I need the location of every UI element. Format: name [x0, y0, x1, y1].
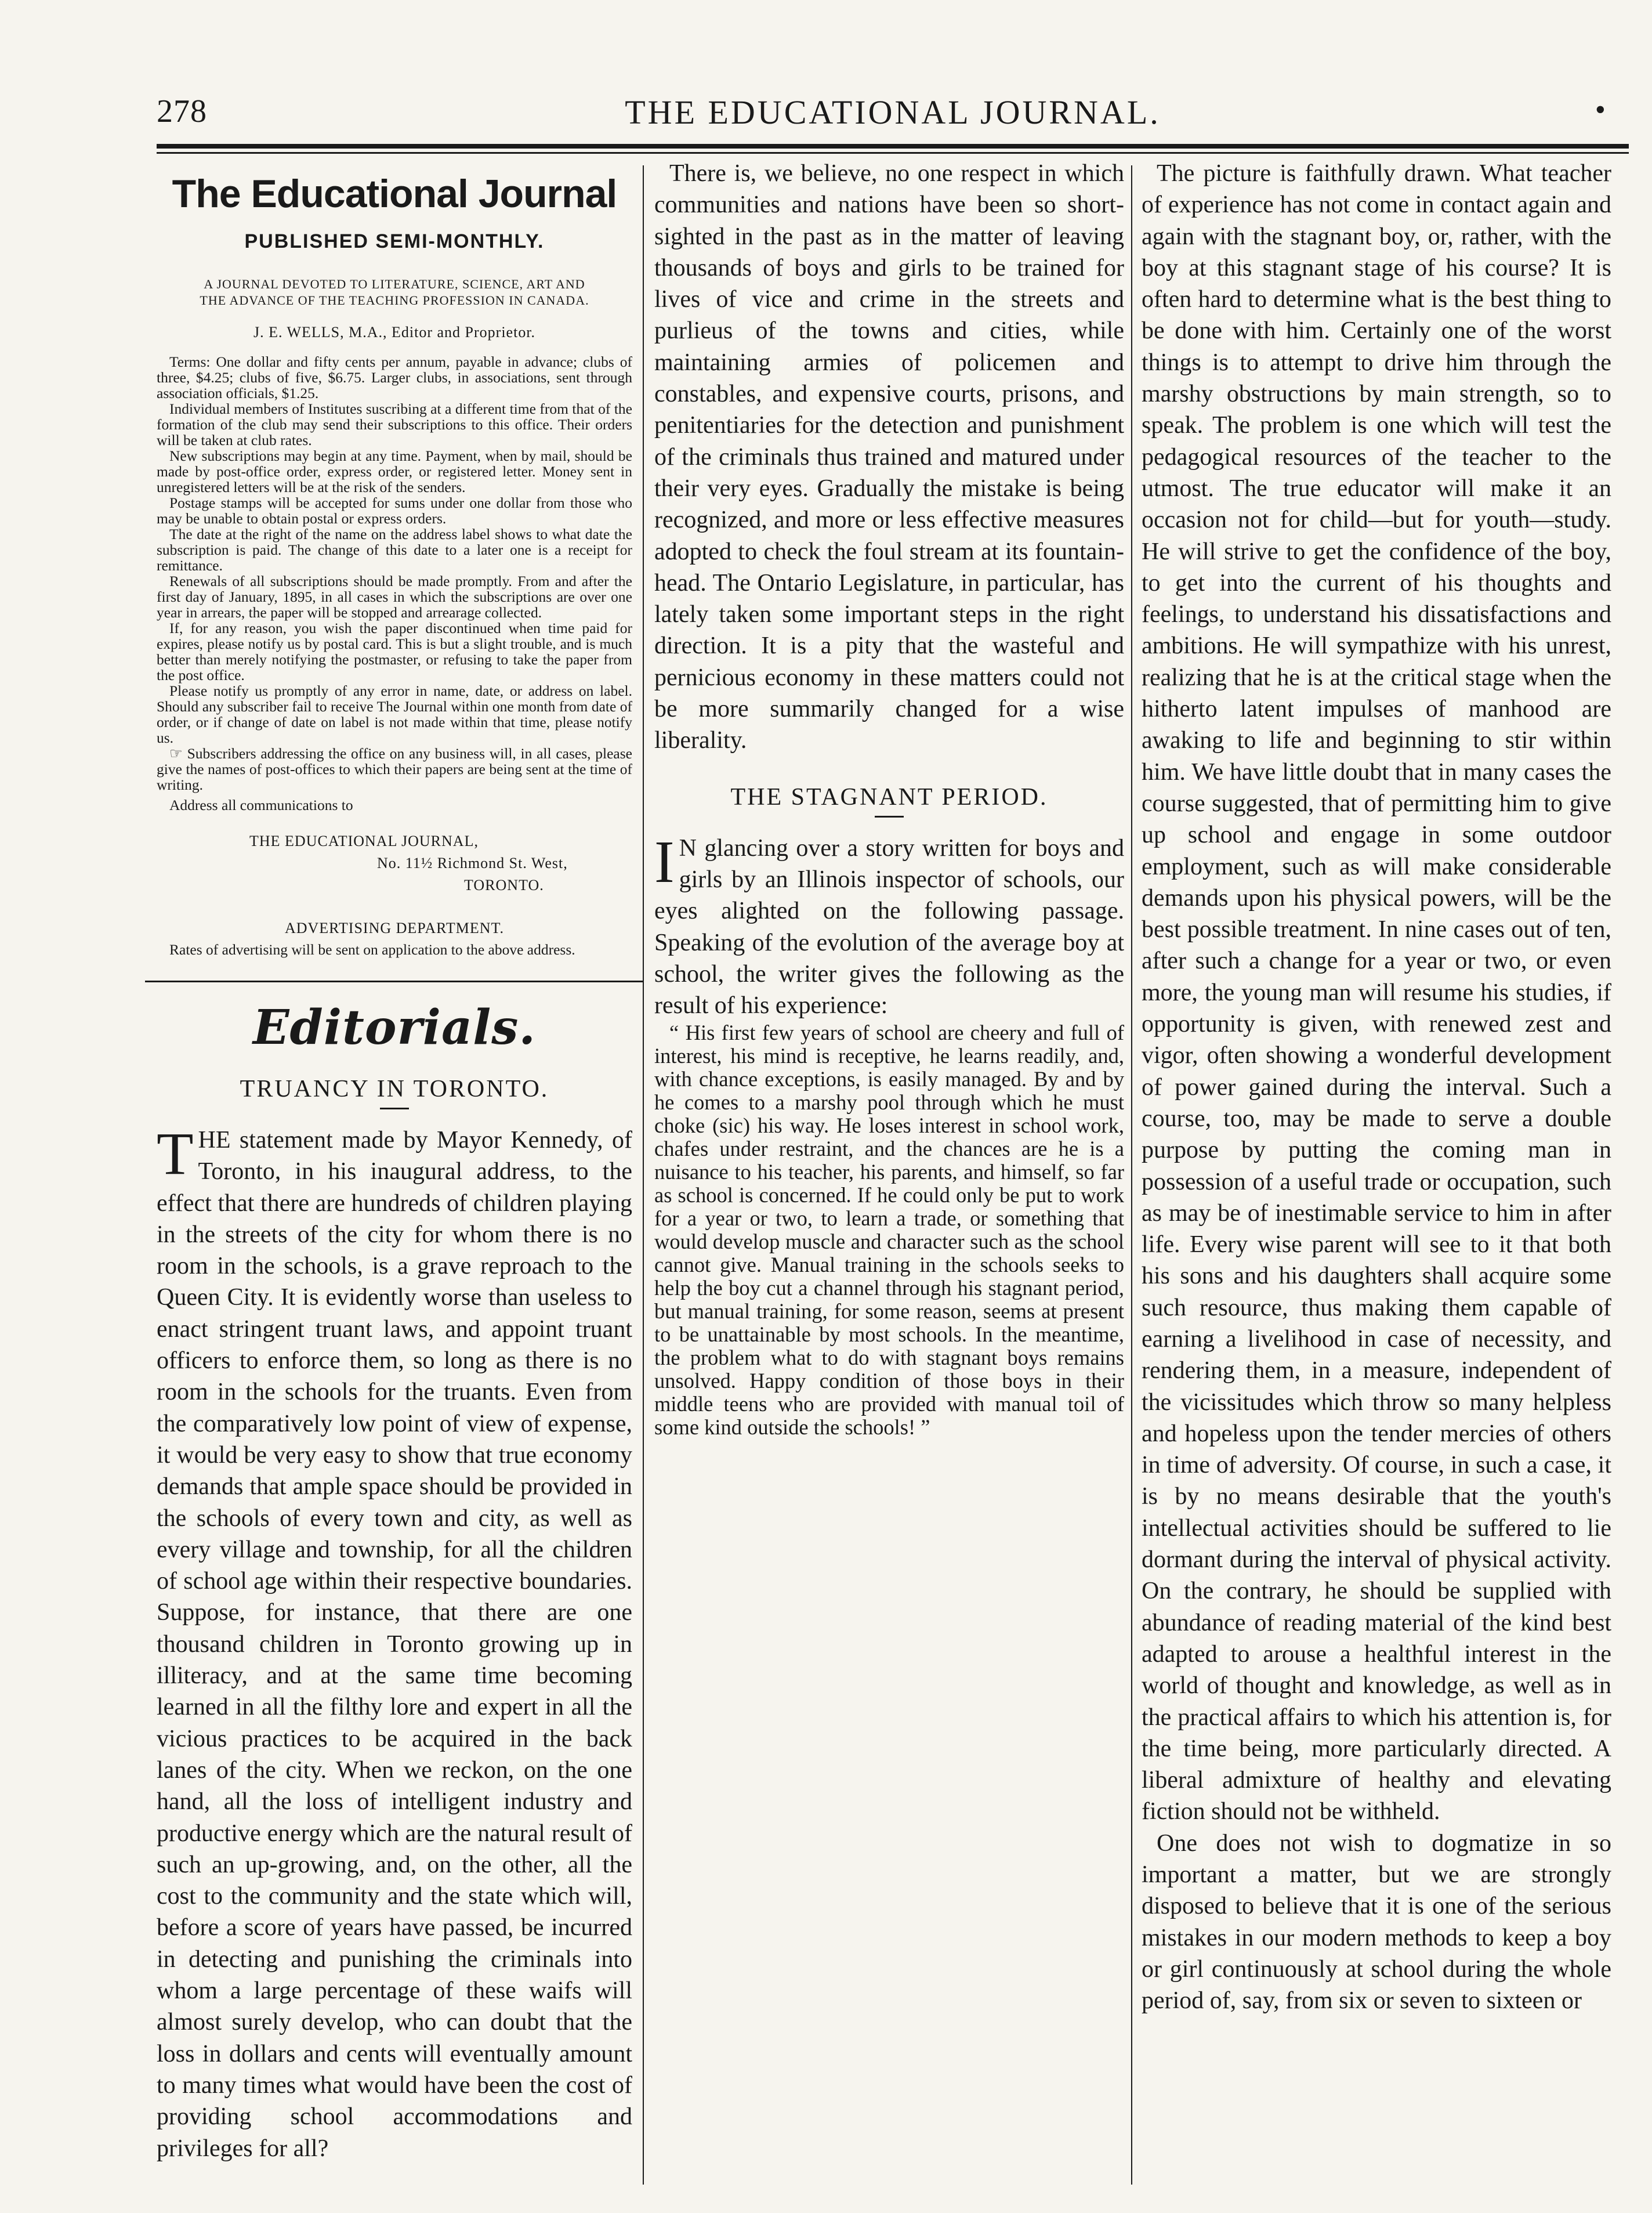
section-rule [145, 981, 644, 982]
column-rule-2 [1131, 165, 1132, 2185]
title-dash [875, 816, 904, 818]
title-dash [380, 1108, 409, 1109]
column-2 [654, 158, 1124, 1439]
masthead-description: A JOURNAL DEVOTED TO LITERATURE, SCIENCE, ART AND THE ADVANCE OF THE TEACHING PROFESSION IN CANADA. [200, 277, 589, 308]
subscription-terms [157, 354, 632, 813]
terms-paragraph: The date at the right of the name on the address label shows to what date the subscription is paid. The change of this date to a later one is a receipt for remittance. [157, 526, 632, 574]
truancy-title: TRUANCY IN TORONTO. [240, 1076, 549, 1102]
address-block [157, 830, 632, 896]
header-rule-thin [157, 152, 1629, 154]
column-1 [157, 165, 632, 2164]
address-line: THE EDUCATIONAL JOURNAL, [249, 833, 479, 849]
masthead-editor: J. E. WELLS, M.A., Editor and Proprietor. [253, 324, 536, 341]
truancy-paragraph-2: There is, we believe, no one respect in which communities and nations have been so short-sighted in the past as in the matter of leaving thousands of boys and girls to be trained for lives of vice and crime in the streets and purlieus of the towns and cities, while maintaining armies of policemen and constables, and expensive courts, prisons, and penitentiaries for the detection and punishment of the criminals thus trained and matured under their very eyes. Gradually the mistake is being recognized, and more or less effective measures adopted to check the foul stream at its fountain-head. The Ontario Legislature, in particular, has lately taken some important steps in the right direction. It is a pity that the wasteful and pernicious economy in these matters could not be more summarily changed for a wise liberality. [654, 160, 1124, 754]
running-title: THE EDUCATIONAL JOURNAL. [625, 93, 1161, 131]
terms-paragraph: Individual members of Institutes suscribing at a different time from that of the formation of the club may send their subscriptions to this office. Their orders will be taken at club rates. [157, 400, 632, 449]
terms-paragraph: Renewals of all subscriptions should be made promptly. From and after the first day of January, 1895, in all cases in which the subscriptions are over one year in arrears, the paper will be stopped and arrearage collected. [157, 573, 632, 621]
page-number: 278 [157, 93, 207, 129]
dropcap: T [157, 1120, 194, 1187]
running-head [157, 93, 1629, 145]
truancy-p1-text: HE statement made by Mayor Kennedy, of Toronto, in his inaugural address, to the effect that there are hundreds of children playing in the streets of the city for whom there is no room in the schools, is a grave reproach to the Queen City. It is evidently worse than useless to enact stringent truant laws, and appoint truant officers to enforce them, so long as there is no room in the schools for the truants. Even from the comparatively low point of view of expense, it would be very easy to show that true economy demands that ample space should be provided in the schools of every town and city, as well as every village and township, for all the children of school age within their respective boundaries. Suppose, for instance, that there are one thousand children in Toronto growing up in illiteracy, and at the same time becoming learned in all the filthy lore and expert in all the vicious practices to be acquired in the back lanes of the city. When we reckon, on the one hand, all the loss of intelligent industry and productive energy which are the natural result of such an up-growing, and, on the other, all the cost to the community and the state which will, before a score of years have passed, be incurred in detecting and punishing the criminals into whom a large percentage of these waifs will almost surely develop, who can doubt that the loss in dollars and cents will eventually amount to many times what would have been the cost of providing school accommodations and privileges for all? [157, 1127, 632, 2162]
terms-paragraph: ☞ Subscribers addressing the office on any business will, in all cases, please give the names of post-offices to which their papers are being sent at the time of writing. [157, 745, 632, 793]
header-rule-thick [157, 144, 1629, 149]
address-line: TORONTO. [464, 877, 544, 894]
stagnant-paragraph-1 [654, 828, 1124, 1022]
masthead-subtitle: PUBLISHED SEMI-MONTHLY. [244, 230, 545, 252]
masthead-title: The Educational Journal [172, 172, 617, 216]
column-3 [1142, 158, 1611, 2017]
editorials-heading: Editorials. [253, 1000, 536, 1055]
terms-paragraph: Please notify us promptly of any error in name, date, or address on label. Should any subscriber fail to receive The Journal within one month from date of order, or if change of date on label is not made within that time, please notify us. [157, 682, 632, 746]
dropcap: I [654, 828, 675, 895]
terms-paragraph: Postage stamps will be accepted for sums under one dollar from those who may be unable to obtain postal or express orders. [157, 494, 632, 527]
terms-paragraph: If, for any reason, you wish the paper discontinued when time paid for expires, please notify us by postal card. This is but a slight trouble, and is much better than merely notifying the postmaster, or refusing to take the paper from the post office. [157, 620, 632, 684]
advertising-heading: ADVERTISING DEPARTMENT. [284, 920, 505, 936]
address-intro: Address all communications to [169, 797, 353, 813]
advertising-text: Rates of advertising will be sent on application to the above address. [169, 941, 575, 958]
ornament-dot: • [1595, 93, 1606, 126]
stagnant-paragraph-2: The picture is faithfully drawn. What teacher of experience has not come in contact again and again with the stagnant boy, or, rather, with the boy at this stagnant stage of his course? It is often hard to determine what is the best thing to be done with him. Certainly one of the worst things is to attempt to drive him through the marshy obstructions by main strength, so to speak. The problem is one which will test the pedagogical resources of the teacher to the utmost. The true educator will make it an occasion not for child—but for youth—study. He will strive to get the confidence of the boy, to get into the current of his thoughts and feelings, to understand his dissatisfactions and ambitions. He will sympathize with his unrest, realizing that he is at the critical stage when the hitherto latent impulses of manhood are awaking to life and beginning to stir within him. We have little doubt that in many cases the course suggested, that of permitting him to give up school and engage in some outdoor employment, such as will make considerable demands upon his physical powers, will be the best possible treatment. In nine cases out of ten, after such a change for a year or two, or even more, the young man will resume his studies, if opportunity is given, with renewed zest and vigor, often showing a wonderful development of power gained during the interval. Such a course, too, may be made to serve a double purpose by putting the coming man in possession of a useful trade or occupation, such as may be of inestimable service to him in after life. Every wise parent will see to it that both his sons and his daughters shall acquire some such resource, thus making them capable of earning a livelihood in case of necessity, and rendering them, in a measure, independent of the vicissitudes which throw so many helpless and hopeless upon the tender mercies of others in time of adversity. Of course, in such a case, it is by no means desirable that the youth's intellectual activities should be suffered to lie dormant during the interval of physical activity. On the contrary, he should be supplied with abundance of reading material of the kind best adapted to arouse a healthful interest in the world of thought and knowledge, as well as in the practical affairs to which his attention is, for the time being, more particularly directed. A liberal admixture of healthy and elevating fiction should not be withheld. [1142, 160, 1611, 1825]
stagnant-paragraph-3: One does not wish to dogmatize in so important a matter, but we are strongly disposed to believe that it is one of the serious mistakes in our modern methods to keep a boy or girl continuously at school during the whole period of, say, from six or seven to sixteen or [1142, 1829, 1611, 2015]
stagnant-quote: “ His first few years of school are cheery and full of interest, his mind is receptive, he learns readily, and, with chance exceptions, is easily managed. By and by he comes to a marshy pool through which he must choke (sic) his way. He loses interest in school work, chafes under restraint, and the chances are he is a nuisance to his teacher, his parents, and himself, so far as school is concerned. If he could only be put to work for a year or two, to learn a trade, or something that would develop muscle and character such as the school cannot give. Manual training in the schools seeks to help the boy cut a channel through his stagnant period, but manual training, for some reason, seems at present to be unattainable by most schools. In the meantime, the problem what to do with stagnant boys remains unsolved. Happy condition of those boys in their middle teens who are provided with manual toil of some kind outside the schools! ” [654, 1021, 1124, 1440]
stagnant-title: THE STAGNANT PERIOD. [730, 783, 1048, 811]
column-rule-1 [643, 165, 644, 2185]
stagnant-p1-text: N glancing over a story written for boys and girls by an Illinois inspector of schools, our eyes alighted on the following passage. Speaking of the evolution of the average boy at school, the writer gives the following as the result of his experience: [654, 834, 1124, 1019]
truancy-paragraph-1 [157, 1120, 632, 2164]
terms-paragraph: Terms: One dollar and fifty cents per annum, payable in advance; clubs of three, $4.25; clubs of five, $6.75. Larger clubs, in associations, sent through association officials, $1.25. [157, 353, 632, 402]
address-line: No. 11½ Richmond St. West, [377, 855, 568, 872]
terms-paragraph: New subscriptions may begin at any time. Payment, when by mail, should be made by post-office order, express order, or registered letter. Money sent in unregistered letters will be at the risk of the senders. [157, 447, 632, 496]
